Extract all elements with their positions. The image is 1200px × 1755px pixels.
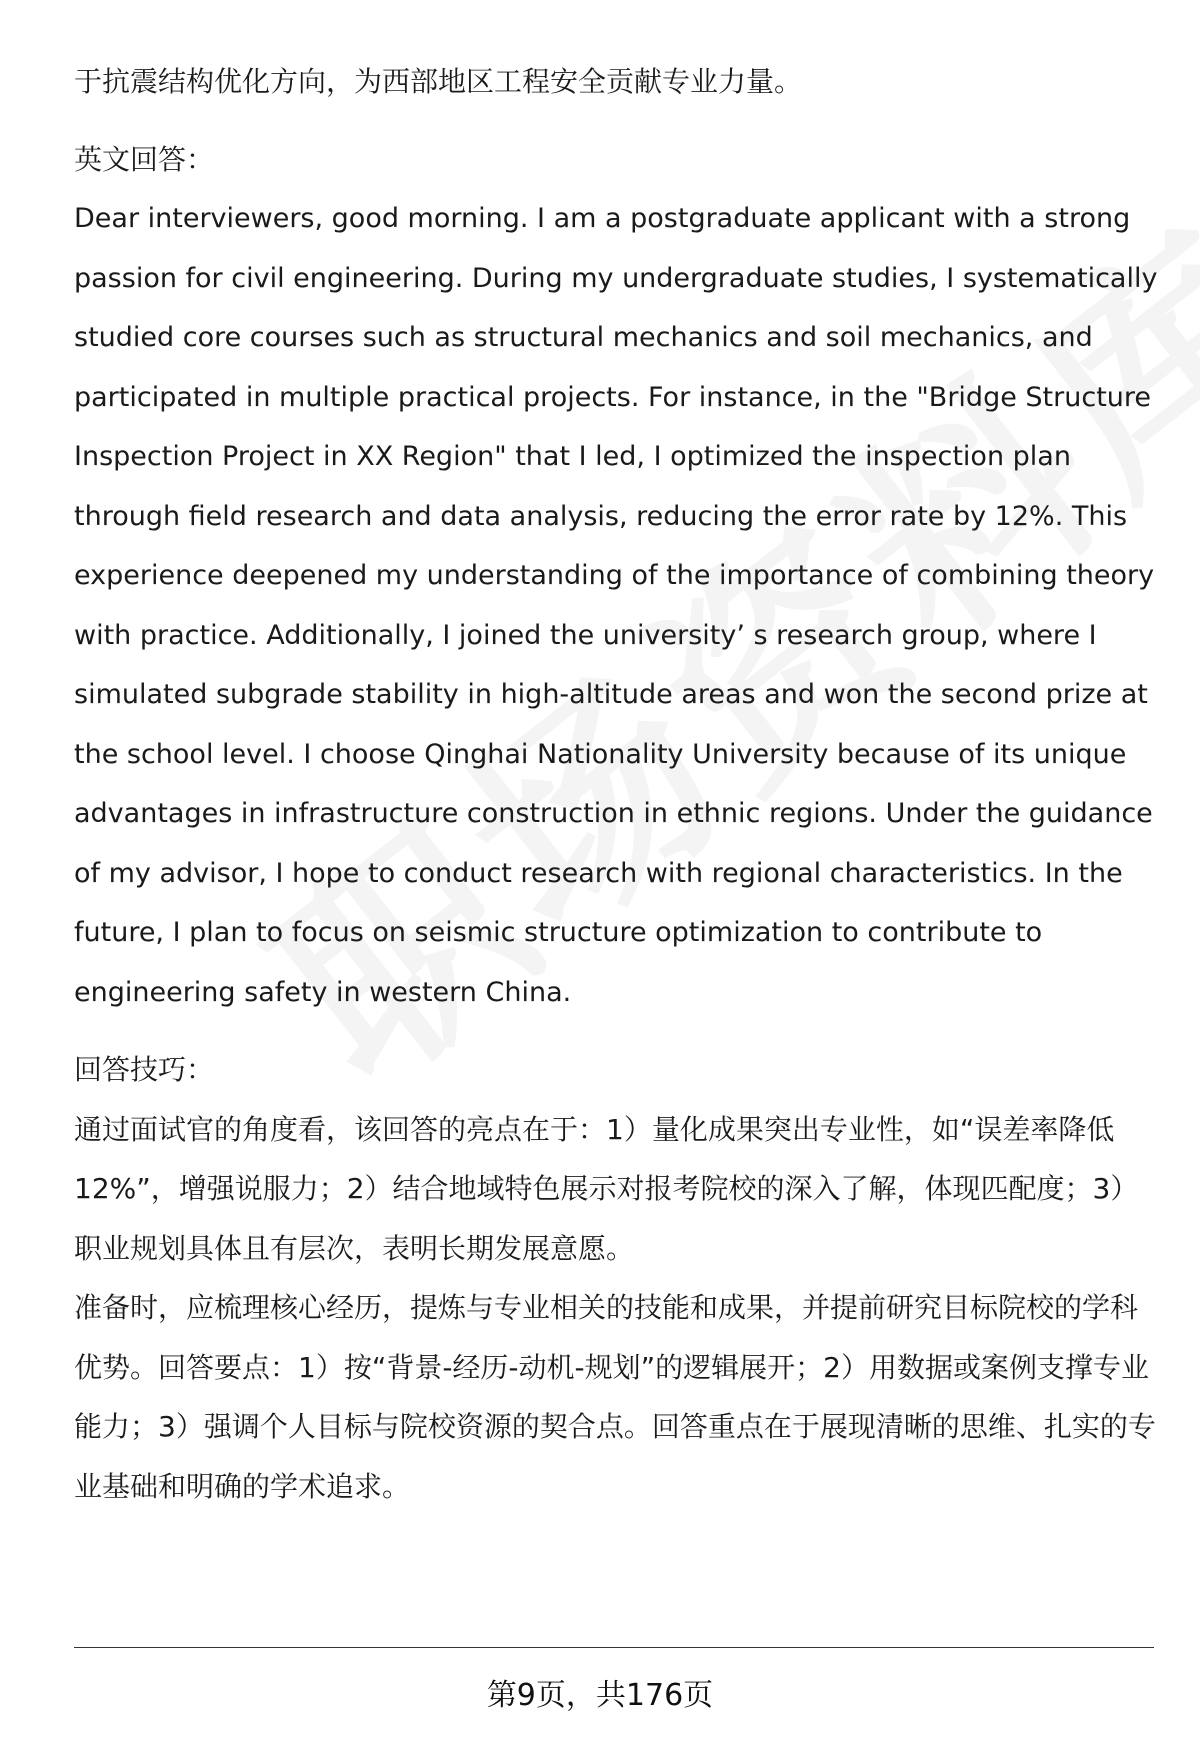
tips-label: 回答技巧： — [74, 1053, 215, 1086]
tips-paragraph-2: 准备时，应梳理核心经历，提炼与专业相关的技能和成果，并提前研究目标院校的学科优势。回答要点：1）按“背景-经历-动机-规划”的逻辑展开；2）用数据或案例支撑专业能力；3）强调个人目标与院校资源的契合点。回答重点在于展现清晰的思维、扎实的专业基础和明确的学术追求。 — [74, 1291, 1156, 1503]
tips-paragraph-1: 通过面试官的角度看，该回答的亮点在于：1）量化成果突出专业性，如“误差率降低12%”，增强说服力；2）结合地域特色展示对报考院校的深入了解，体现匹配度；3）职业规划具体且有层次，表明长期发展意愿。 — [74, 1112, 1139, 1265]
english-answer-label: 英文回答： — [74, 142, 215, 176]
english-answer-text: Dear interviewers, good morning. I am a postgraduate applicant with a strong passion for civil engineering. During my undergraduate studies, I systematically studied core courses such as structural mechanics and soil mechanics, and participated in multiple practical projects. For instance, in the "Bridge Structure Inspection Project in XX Region" that I led, I optimized the inspection plan through field research and data analysis, reducing the error rate by 12%. This experience deepened my understanding of the importance of combining theory with practice. Additionally, I joined the university’ s research group, where I simulated subgrade stability in high-altitude areas and won the second prize at the school level. I choose Qinghai Nationality University because of its unique advantages in infrastructure construction in ethnic regions. Under the guidance of my advisor, I hope to conduct research with regional characteristics. In the future, I plan to focus on seismic structure optimization to contribute to engineering safety in western China. — [74, 203, 1158, 1008]
page-indicator: 第9页，共176页 — [486, 1678, 714, 1713]
document-body — [74, 52, 1164, 1516]
intro-tail-text: 于抗震结构优化方向，为西部地区工程安全贡献专业力量。 — [74, 65, 803, 98]
footer-divider — [74, 1647, 1154, 1648]
